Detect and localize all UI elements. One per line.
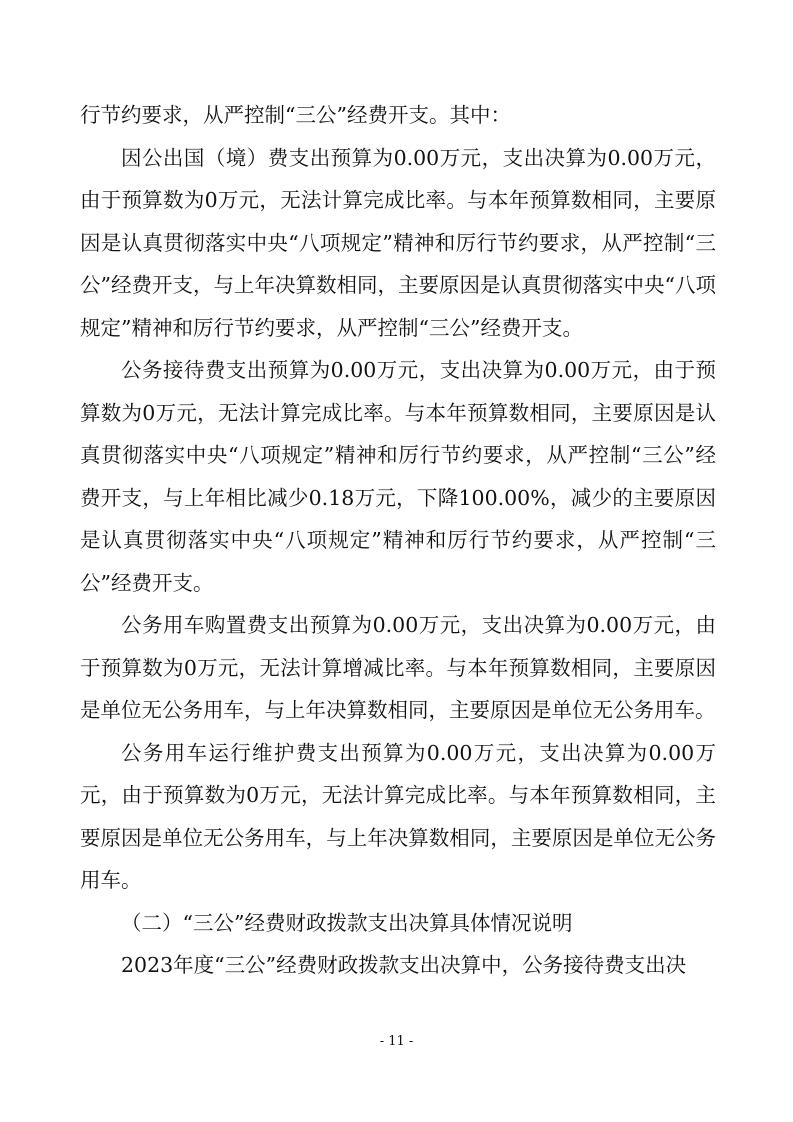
paragraph-vehicle-purchase: 公务用车购置费支出预算为0.00万元，支出决算为0.00万元，由于预算数为0万元，无法计算增减比率。与本年预算数相同，主要原因是单位无公务用车，与上年决算数相同，主要原因是单位无公务用车。 [80,613,716,722]
section-heading: （二）“三公”经费财政拨款支出决算具体情况说明 [121,910,573,935]
page-number: - 11 - [379,1034,414,1049]
paragraph-vehicle-maintenance: 公务用车运行维护费支出预算为0.00万元，支出决算为0.00万元，由于预算数为0万元，无法计算完成比率。与本年预算数相同，主要原因是单位无公务用车，与上年决算数相同，主要原因是单位无公务用车。 [80,740,716,892]
paragraph-continuation: 行节约要求，从严控制“三公”经费开支。其中： [80,103,511,127]
paragraph-overseas-travel: 因公出国（境）费支出预算为0.00万元，支出决算为0.00万元，由于预算数为0万元，无法计算完成比率。与本年预算数相同，主要原因是认真贯彻落实中央“八项规定”精神和厉行节约要求，从严控制“三公”经费开支，与上年决算数相同，主要原因是认真贯彻落实中央“八项规定”精神和厉行节约要求，从严控制“三公”经费开支。 [80,145,716,340]
paragraph-reception: 公务接待费支出预算为0.00万元，支出决算为0.00万元，由于预算数为0万元，无法计算完成比率。与本年预算数相同，主要原因是认真贯彻落实中央“八项规定”精神和厉行节约要求，从严控制“三公”经费开支，与上年相比减少0.18万元，下降100.00%，减少的主要原因是认真贯彻落实中央“八项规定”精神和厉行节约要求，从严控制“三公”经费开支。 [80,358,716,595]
body-text [80,94,716,987]
paragraph-2023-summary: 2023年度“三公”经费财政拨款支出决算中，公务接待费支出决 [121,953,687,977]
